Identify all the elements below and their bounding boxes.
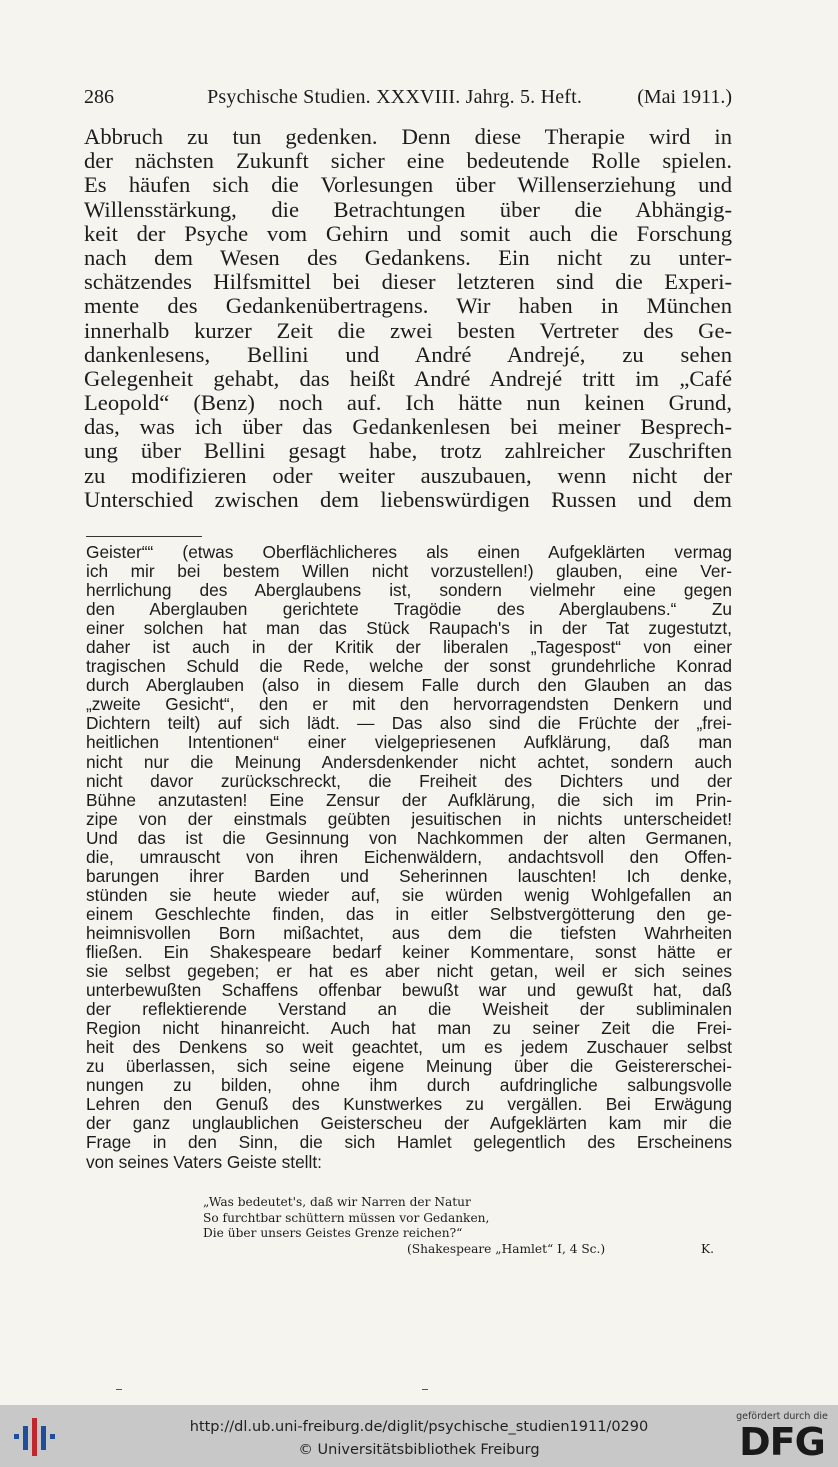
main-text-line: das, was ich über das Gedankenlesen bei meiner Besprech-	[84, 414, 732, 440]
footnote-line: „zweite Gesicht“, den er mit den hervorragendsten Denkern und	[86, 694, 732, 715]
main-text-line: Gelegenheit gehabt, das heißt André Andrejé tritt im „Café	[84, 365, 732, 391]
footnote-line: heitlichen Intentionen“ einer vielgepriesenen Aufklärung, daß man	[86, 732, 732, 753]
permalink-url[interactable]: http://dl.ub.uni-freiburg.de/diglit/psychische_studien1911/0290	[189, 1419, 649, 1435]
running-title: Psychische Studien. XXXVIII. Jahrg. 5. Heft.	[207, 86, 583, 108]
footnote-line: ich mir bei bestem Willen nicht vorzustellen!) glauben, eine Ver-	[86, 561, 732, 582]
main-text-line: innerhalb kurzer Zeit die zwei besten Vertreter des Ge-	[84, 317, 732, 343]
footnote-rule	[86, 536, 202, 537]
footnote-line: fließen. Ein Shakespeare bedarf keiner Kommentare, sonst hätte er	[86, 941, 732, 962]
funding-note: gefördert durch die	[736, 1411, 828, 1422]
footnote-line: zipe von der einstmals geübten jesuitischen in nichts unterscheidet!	[86, 808, 732, 829]
scan-mark	[422, 1389, 428, 1390]
main-text-line: schätzendes Hilfsmittel bei dieser letzteren sind die Experi-	[84, 269, 732, 295]
footnote-line: stünden sie heute wieder auf, sie würden wenig Wohlgefallen an	[86, 884, 732, 905]
main-text-line: zu modifizieren oder weiter auszubauen, wenn nicht der	[84, 462, 732, 488]
footnote-line: heimnisvollen Born mißachtet, aus dem die tiefsten Wahrheiten	[86, 922, 732, 943]
footnote-line: Und das ist die Gesinnung von Nachkommen der alten Germanen,	[86, 827, 732, 848]
footnote-line: die, umrauscht von ihren Eichenwäldern, andachtsvoll den Offen-	[86, 846, 732, 867]
footnote-line: heit des Denkens so weit geachtet, um es jedem Zuschauer selbst	[86, 1037, 732, 1058]
footnote-text	[86, 543, 732, 1172]
main-text-line: Willensstärkung, die Betrachtungen über die Abhängig-	[84, 196, 732, 222]
footnote-line: nungen zu bilden, ohne ihm durch aufdringliche salbungsvolle	[86, 1075, 732, 1096]
viewer-footer	[0, 1405, 838, 1467]
page-number: 286	[84, 86, 114, 108]
footnote-line: nicht nur die Meinung Andersdenkender nicht achtet, sondern auch	[86, 751, 732, 772]
footnote-line: Lehren den Genuß des Kunstwerkes zu vergällen. Bei Erwägung	[86, 1094, 732, 1115]
scan-mark	[116, 1389, 122, 1390]
footnote-line: herrlichung des Aberglaubens ist, sondern vielmehr eine gegen	[86, 580, 732, 601]
main-text-line: dankenlesens, Bellini und André Andrejé, zu sehen	[84, 341, 732, 367]
main-text	[84, 125, 732, 512]
main-text-line: Es häufen sich die Vorlesungen über Willenserziehung und	[84, 172, 732, 198]
dfg-logo-text: DFG	[739, 1420, 825, 1464]
footnote-line: Bühne anzutasten! Eine Zensur der Aufklärung, die sich im Prin-	[86, 789, 732, 810]
footnote-line: einer solchen hat man das Stück Raupach's in der Tat zugestutzt,	[86, 618, 732, 639]
quote-source: (Shakespeare „Hamlet“ I, 4 Sc.)	[407, 1241, 606, 1256]
main-text-line: Leopold“ (Benz) noch auf. Ich hätte nun keinen Grund,	[84, 390, 732, 416]
footnote-line: Geister““ (etwas Oberflächlicheres als einen Aufgeklärten vermag	[86, 542, 732, 562]
footnote-line: der reflektierende Verstand an die Weisheit der subliminalen	[86, 999, 732, 1020]
footnote-line: zu überlassen, sich seine eigene Meinung über die Geistererschei-	[86, 1056, 732, 1077]
main-text-line: keit der Psyche vom Gehirn und somit auch die Forschung	[84, 220, 732, 246]
footnote-line: einem Geschlechte finden, das in eitler Selbstvergötterung den ge-	[86, 903, 732, 924]
main-text-line: mente des Gedankenübertragens. Wir haben in München	[84, 293, 732, 319]
footnote-line: tragischen Schuld die Rede, welche der sonst grundehrliche Konrad	[86, 656, 732, 677]
author-signature: K.	[701, 1241, 714, 1256]
footnote-line: Frage in den Sinn, die sich Hamlet gelegentlich des Erscheinens	[86, 1132, 732, 1153]
main-text-line: ung über Bellini gesagt habe, trotz zahlreicher Zuschriften	[84, 438, 732, 464]
main-text-line: der nächsten Zukunft sicher eine bedeutende Rolle spielen.	[84, 148, 732, 174]
scan-marks	[0, 1385, 838, 1391]
hamlet-quote	[203, 1195, 723, 1257]
footnote-line: den Aberglauben gerichtete Tragödie des Aberglaubens.“ Zu	[86, 599, 732, 620]
dfg-logo	[734, 1411, 830, 1463]
quote-line: So furchtbar schüttern müssen vor Gedanken,	[203, 1210, 490, 1225]
footnote-line: von seines Vaters Geiste stellt:	[86, 1151, 322, 1172]
quote-line: „Was bedeutet's, daß wir Narren der Natur	[203, 1195, 471, 1209]
footnote-line: der ganz unglaublichen Geisterscheu der Aufgeklärten kam mir die	[86, 1113, 732, 1134]
footnote-line: unterbewußten Schaffens offenbar bewußt war und gewußt hat, daß	[86, 980, 732, 1001]
copyright-notice: © Universitätsbibliothek Freiburg	[298, 1442, 540, 1458]
running-header	[84, 84, 732, 110]
main-text-line: nach dem Wesen des Gedankens. Ein nicht zu unter-	[84, 244, 732, 270]
footnote-line: sie selbst gegeben; er hat es aber nicht getan, weil er sich seines	[86, 961, 732, 982]
footnote-line: nicht davor zurückschreckt, die Freiheit des Dichters und der	[86, 770, 732, 791]
main-text-line: Unterschied zwischen dem liebenswürdigen Russen und dem	[84, 486, 732, 512]
issue-date: (Mai 1911.)	[637, 86, 732, 108]
footnote-line: daher ist auch in der Kritik der liberalen „Tagespost“ von einer	[86, 637, 732, 658]
footnote-line: durch Aberglauben (also in diesem Falle durch den Glauben an das	[86, 675, 732, 696]
main-text-line: Abbruch zu tun gedenken. Denn diese Therapie wird in	[84, 124, 732, 149]
footnote-line: Dichtern teilt) auf sich lädt. — Das also sind die Früchte der „frei-	[86, 713, 732, 734]
footnote-line: barungen ihrer Barden und Seherinnen lauschten! Ich denke,	[86, 865, 732, 886]
quote-line: Die über unsers Geistes Grenze reichen?“	[203, 1226, 463, 1240]
footnote-line: Region nicht hinanreicht. Auch hat man zu seiner Zeit die Frei-	[86, 1018, 732, 1039]
